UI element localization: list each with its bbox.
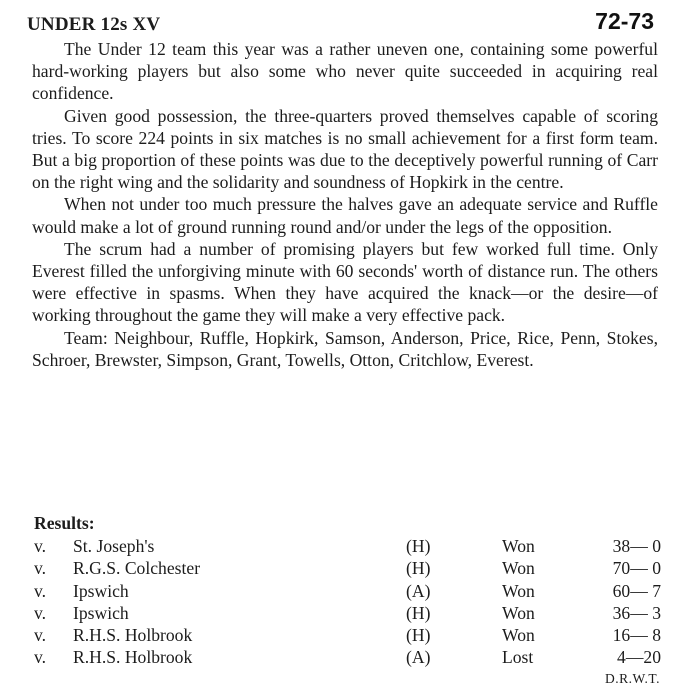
score: 16— 8 xyxy=(612,625,661,646)
score: 36— 3 xyxy=(612,602,661,623)
opponent: R.H.S. Holbrook xyxy=(73,625,193,646)
opponent: R.H.S. Holbrook xyxy=(73,647,193,668)
result-row xyxy=(34,536,664,558)
result-row xyxy=(34,603,664,625)
venue: (A) xyxy=(406,580,431,601)
result-row xyxy=(34,647,664,669)
opponent: Ipswich xyxy=(73,602,129,623)
versus-label: v. xyxy=(34,558,47,579)
opponent: Ipswich xyxy=(73,580,129,601)
match-result: Won xyxy=(502,625,535,646)
venue: (H) xyxy=(406,602,431,623)
section-heading: UNDER 12s XV xyxy=(27,14,161,35)
result-row xyxy=(34,558,664,580)
versus-label: v. xyxy=(34,536,47,556)
paragraph: Given good possession, the three-quarters proved themselves capable of scoring tries. To score 224 points in six matches is no small achievement for a first form team. But a big proportion of these points was due to the deceptively powerful running of Carr on the right wing and the solidarity and soundness of Hopkirk in the centre. xyxy=(32,105,658,193)
opponent: St. Joseph's xyxy=(73,536,155,556)
match-result: Won xyxy=(502,558,535,579)
paragraph: When not under too much pressure the halves gave an adequate service and Ruffle would make a lot of ground running round and/or under the legs of the opposition. xyxy=(32,194,658,237)
match-result: Won xyxy=(502,602,535,623)
results-table xyxy=(34,536,664,670)
versus-label: v. xyxy=(34,625,47,646)
versus-label: v. xyxy=(34,647,47,668)
opponent: R.G.S. Colchester xyxy=(73,558,201,579)
match-result: Lost xyxy=(502,647,534,668)
venue: (H) xyxy=(406,536,431,556)
result-row xyxy=(34,581,664,603)
versus-label: v. xyxy=(34,580,47,601)
venue: (H) xyxy=(406,625,431,646)
results-title: Results: xyxy=(34,513,95,533)
paragraph: The Under 12 team this year was a rather uneven one, containing some powerful hard-working players but also some who never quite succeeded in acquiring real confidence. xyxy=(32,39,658,104)
report-body xyxy=(32,38,658,371)
result-row xyxy=(34,625,664,647)
venue: (A) xyxy=(406,647,431,668)
team-list: Team: Neighbour, Ruffle, Hopkirk, Samson, Anderson, Price, Rice, Penn, Stokes, Schroer, Brewster, Simpson, Grant, Towells, Otton, Critchlow, Everest. xyxy=(32,327,658,370)
score: 4—20 xyxy=(617,647,661,668)
match-result: Won xyxy=(502,536,535,556)
author-initials: D.R.W.T. xyxy=(604,671,660,686)
score: 70— 0 xyxy=(612,558,661,579)
score: 60— 7 xyxy=(612,580,661,601)
versus-label: v. xyxy=(34,602,47,623)
score: 38— 0 xyxy=(612,536,661,556)
year-label: 72-73 xyxy=(595,8,654,34)
paragraph: The scrum had a number of promising players but few worked full time. Only Everest filled the unforgiving minute with 60 seconds' worth of distance run. The others were effective in spasms. When they have acquired the knack—or the desire—of working throughout the game they will make a very effective pack. xyxy=(32,238,658,326)
match-result: Won xyxy=(502,580,535,601)
venue: (H) xyxy=(406,558,431,579)
